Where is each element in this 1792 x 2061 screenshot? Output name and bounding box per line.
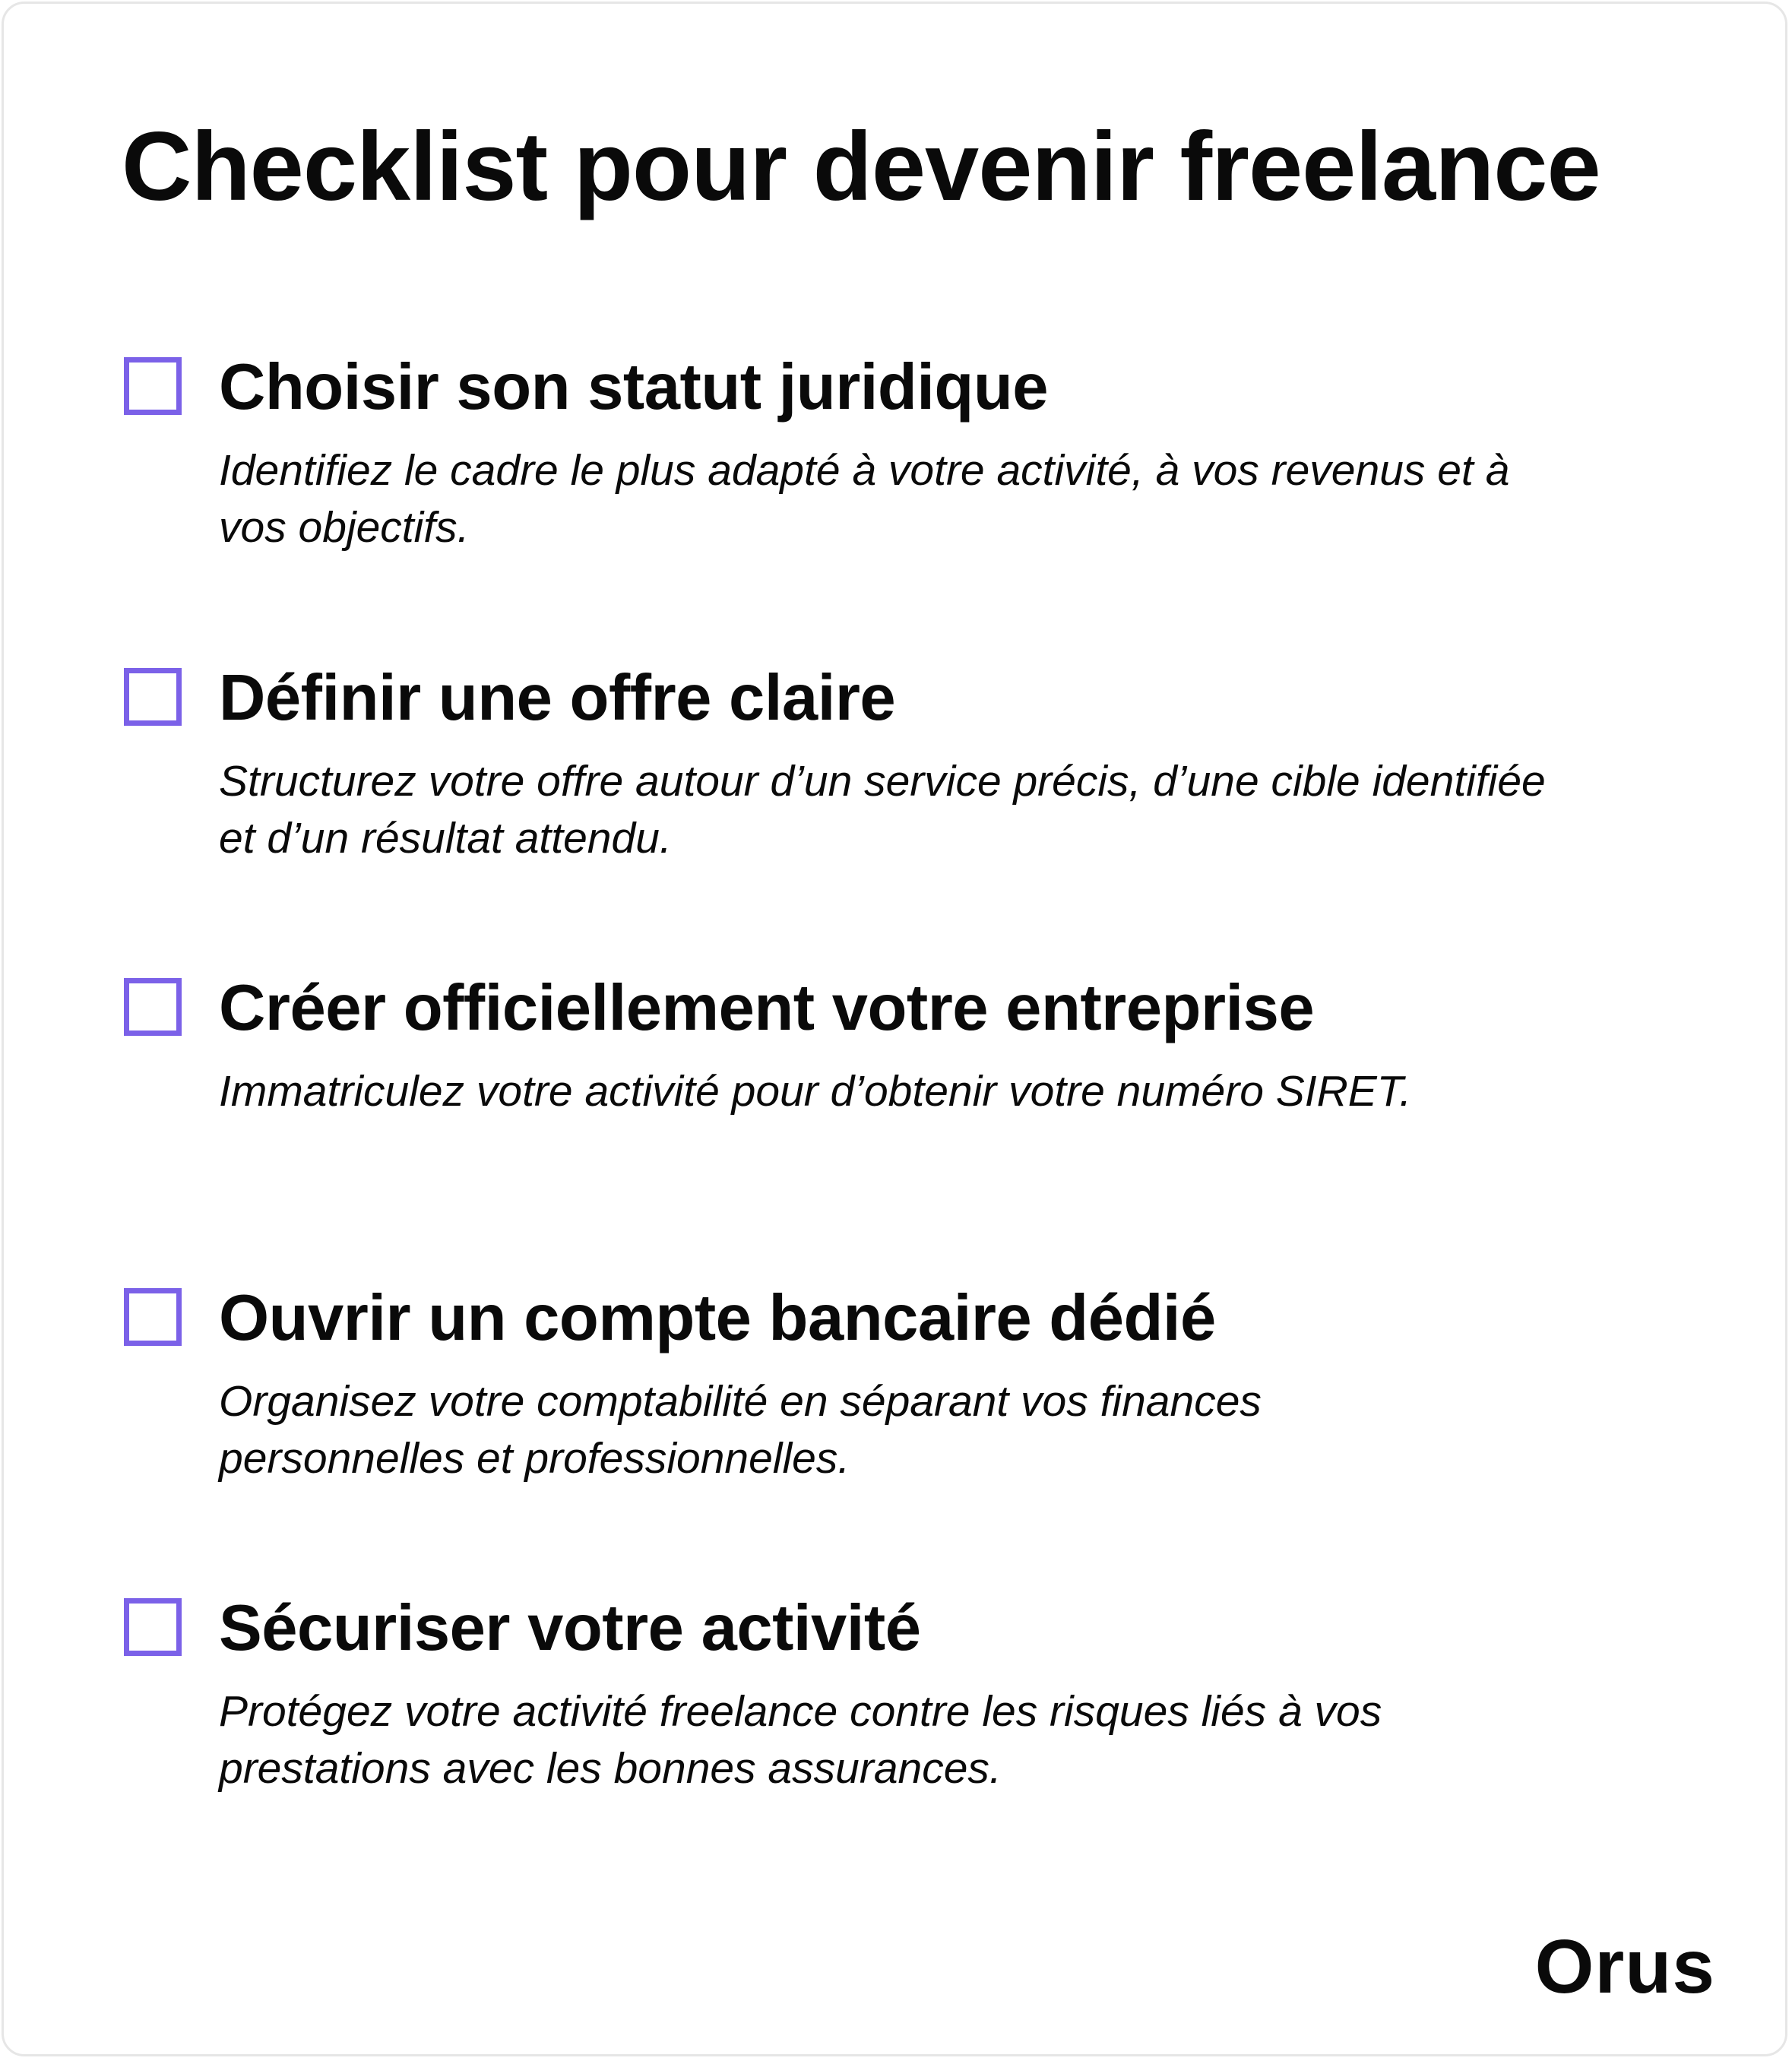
checkbox[interactable] [124, 1598, 182, 1656]
checklist-item-title: Créer officiellement votre entreprise [219, 972, 1315, 1044]
page-title: Checklist pour devenir freelance [122, 112, 1600, 221]
checklist-item-description: Organisez votre comptabilité en séparant vos finances personnelles et professionnelles. [219, 1377, 1262, 1483]
checklist-item-title: Choisir son statut juridique [219, 351, 1049, 423]
checklist-item-title: Sécuriser votre activité [219, 1592, 921, 1664]
checkbox[interactable] [124, 357, 182, 415]
checklist-item-description: Structurez votre offre autour d’un service précis, d’une cible identifiée et d’un résultat attendu. [219, 757, 1546, 863]
checkbox[interactable] [124, 1288, 182, 1346]
checkbox[interactable] [124, 668, 182, 726]
checkbox[interactable] [124, 978, 182, 1036]
checklist-item-description: Protégez votre activité freelance contre les risques liés à vos prestations avec les bonnes assurances. [219, 1687, 1382, 1793]
checklist-item-description: Identifiez le cadre le plus adapté à votre activité, à vos revenus et à vos objectifs. [219, 446, 1510, 552]
checklist-item-title: Ouvrir un compte bancaire dédié [219, 1282, 1216, 1354]
checklist-item-description: Immatriculez votre activité pour d’obtenir votre numéro SIRET. [219, 1067, 1412, 1116]
brand-logo: Orus [1534, 1924, 1715, 2009]
checklist-card [2, 2, 1787, 2056]
checklist-item-title: Définir une offre claire [219, 662, 896, 734]
